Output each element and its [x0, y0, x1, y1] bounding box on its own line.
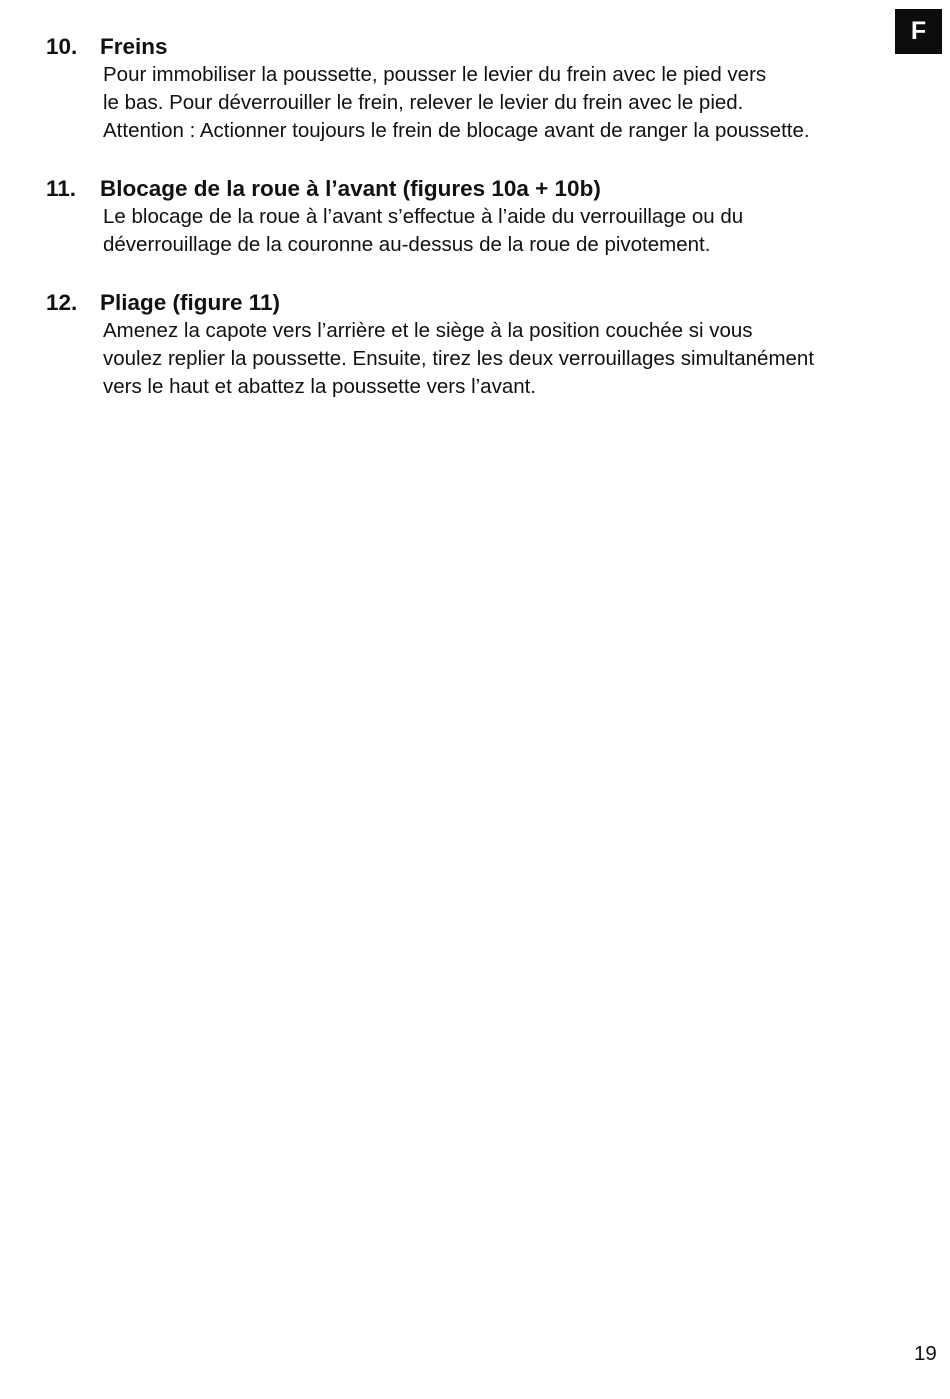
page-number: 19 [914, 1342, 937, 1365]
body-line: déverrouillage de la couronne au-dessus de la roue de pivotement. [103, 233, 711, 256]
body-line: Attention : Actionner toujours le frein de blocage avant de ranger la poussette. [103, 119, 810, 142]
body-line: voulez replier la poussette. Ensuite, tirez les deux verrouillages simultanément [103, 347, 815, 370]
section-brakes [46, 33, 916, 145]
body-line: Amenez la capote vers l’arrière et le siège à la position couchée si vous [103, 319, 753, 342]
body-line: Le blocage de la roue à l’avant s’effectue à l’aide du verrouillage ou du [103, 205, 744, 228]
section-title: Freins [100, 34, 168, 59]
section-title: Pliage (figure 11) [100, 290, 281, 315]
section-number: 11. [46, 176, 77, 201]
body-line: le bas. Pour déverrouiller le frein, relever le levier du frein avec le pied. [103, 91, 744, 114]
section-number: 12. [46, 290, 78, 315]
section-heading [46, 289, 916, 317]
body-line: Pour immobiliser la poussette, pousser le levier du frein avec le pied vers [103, 63, 767, 86]
section-heading [46, 175, 916, 203]
section-front-wheel-lock [46, 175, 916, 259]
section-body [103, 61, 916, 145]
section-body [103, 317, 916, 401]
section-body [103, 203, 916, 259]
body-line: vers le haut et abattez la poussette vers l’avant. [103, 375, 537, 398]
section-folding [46, 289, 916, 401]
section-title: Blocage de la roue à l’avant (figures 10a + 10b) [100, 176, 601, 201]
language-badge-label: F [910, 17, 927, 45]
section-heading [46, 33, 916, 61]
section-number: 10. [46, 34, 78, 59]
